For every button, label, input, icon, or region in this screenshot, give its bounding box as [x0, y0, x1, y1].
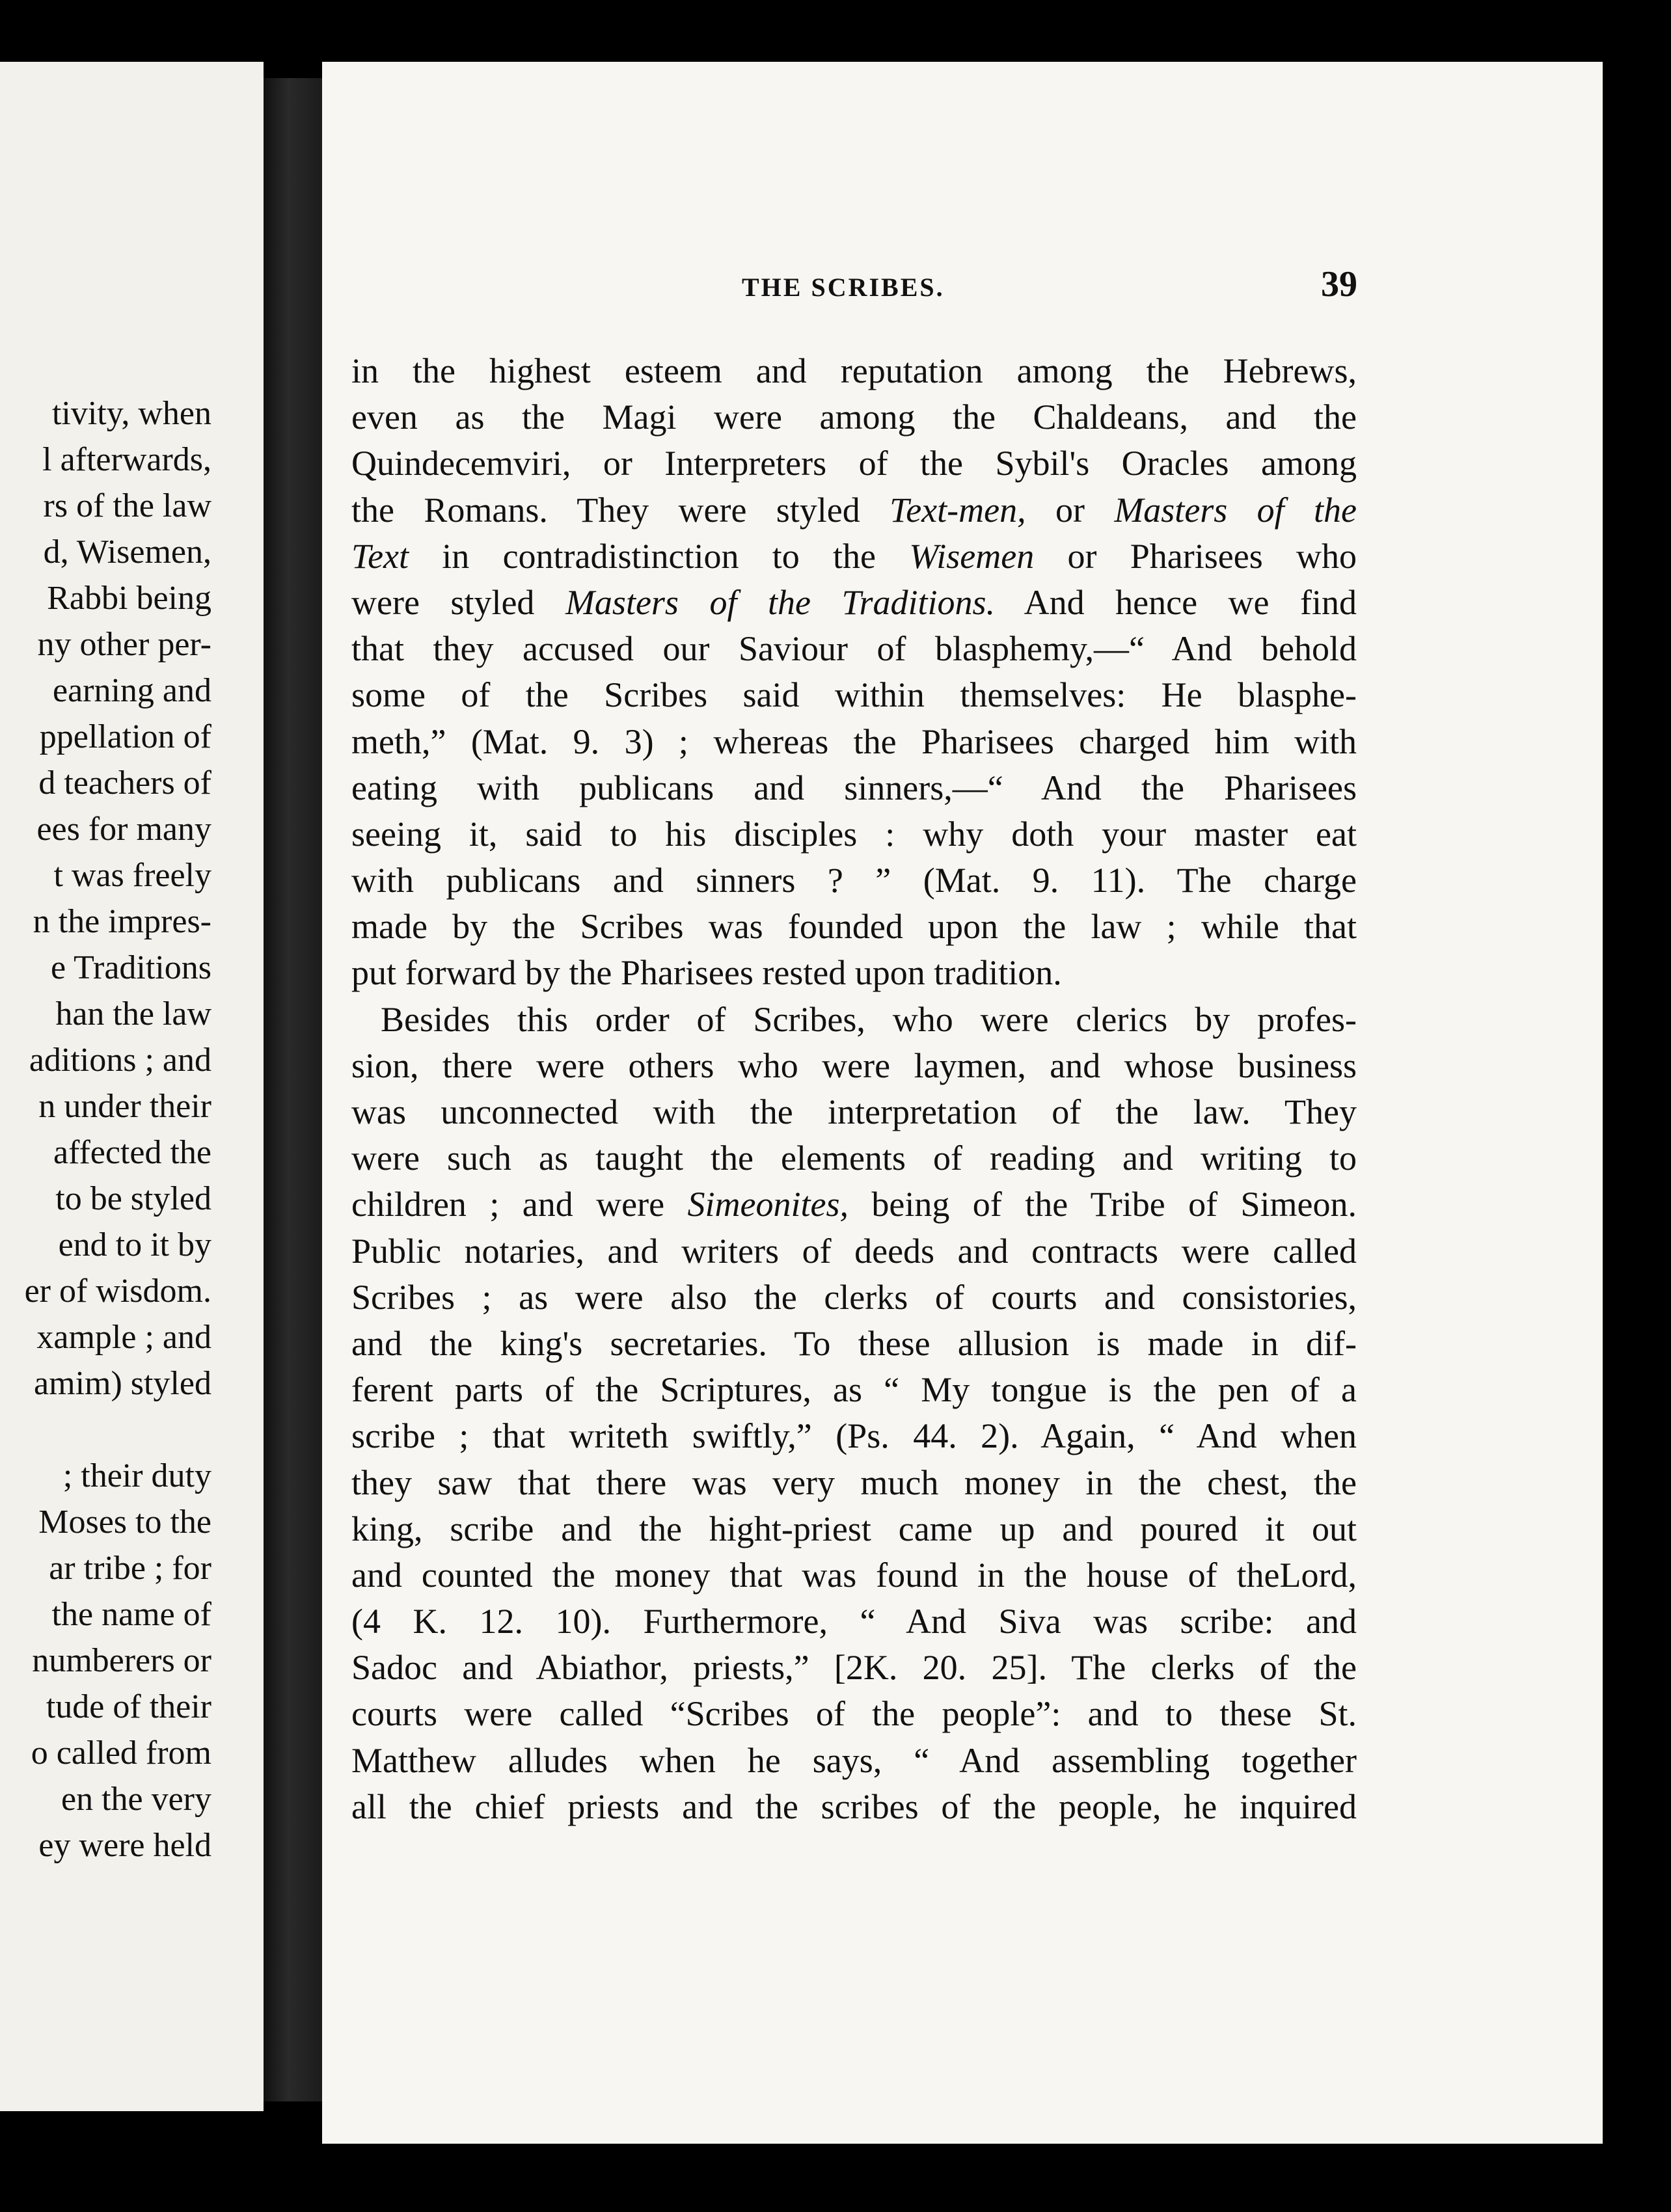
text-line [351, 811, 1357, 857]
text-segment: ferent parts of the Scriptures, as “ My tongue is the pen of a [351, 1370, 1357, 1410]
text-segment: all the chief priests and the scribes of the people, he inquired [351, 1787, 1357, 1826]
text-segment: made by the Scribes was founded upon the law ; while that [351, 907, 1357, 947]
text-segment: And hence we find [995, 582, 1357, 622]
left-text-line: l afterwards, [42, 441, 211, 478]
text-line [351, 440, 1357, 487]
text-segment: that they accused our Saviour of blasphemy,—“ And behold [351, 629, 1357, 669]
text-line [351, 997, 1357, 1043]
left-text-line: ar tribe ; for [49, 1550, 211, 1587]
text-line [351, 533, 1357, 580]
text-segment: scribe ; that writeth swiftly,” (Ps. 44. 2). Again, “ And when [351, 1416, 1357, 1456]
left-text-line: d, Wisemen, [43, 533, 211, 571]
left-text-line: numberers or [32, 1642, 211, 1679]
text-line [351, 857, 1357, 904]
italic-text: Text-men, [890, 490, 1026, 530]
text-segment: Scribes ; as were also the clerks of courts and consistories, [351, 1277, 1357, 1317]
text-line [351, 1043, 1357, 1089]
text-line [351, 1275, 1357, 1321]
text-segment: and counted the money that was found in the house of theLord, [351, 1555, 1357, 1595]
text-segment: meth,” (Mat. 9. 3) ; whereas the Pharisees charged him with [351, 722, 1357, 761]
text-line [351, 950, 1357, 996]
text-segment: put forward by the Pharisees rested upon tradition. [351, 953, 1062, 993]
text-segment: Sadoc and Abiathor, priests,” [2K. 20. 25]. The clerks of the [351, 1648, 1357, 1688]
text-line [351, 765, 1357, 811]
left-text-line: earning and [52, 672, 211, 709]
text-segment: sion, there were others who were laymen, and whose business [351, 1045, 1357, 1085]
text-line [351, 1367, 1357, 1413]
left-text-line: ny other per- [37, 626, 211, 663]
text-segment: or [1026, 490, 1115, 530]
text-segment: was unconnected with the interpretation of the law. They [351, 1092, 1357, 1131]
text-segment: and the king's secretaries. To these allusion is made in dif- [351, 1323, 1357, 1363]
text-segment: in contradistinction to the [409, 536, 910, 576]
text-line [351, 1645, 1357, 1691]
text-line [351, 1738, 1357, 1784]
right-page [322, 62, 1603, 2144]
left-text-line: ppellation of [39, 718, 211, 755]
left-text-line: end to it by [58, 1226, 211, 1263]
left-text-line: ey were held [38, 1827, 211, 1864]
left-text-line: Moses to the [38, 1504, 211, 1541]
italic-text: Wisemen [909, 536, 1035, 576]
book-gutter-shadow [264, 78, 325, 2101]
left-text-line: d teachers of [38, 764, 211, 802]
text-line [351, 1135, 1357, 1181]
text-segment: eating with publicans and sinners,—“ And the Pharisees [351, 768, 1357, 807]
left-page-text [0, 390, 211, 1868]
left-text-line: tivity, when [51, 395, 211, 432]
left-text-line: tude of their [46, 1688, 211, 1725]
text-line [351, 1321, 1357, 1367]
text-line [351, 1413, 1357, 1459]
text-segment: Quindecemviri, or Interpreters of the Sybil's Oracles among [351, 444, 1357, 483]
text-line [351, 1228, 1357, 1275]
text-line [351, 626, 1357, 672]
body-text [351, 348, 1357, 1830]
text-line [351, 1784, 1357, 1830]
text-segment: seeing it, said to his disciples : why doth your master eat [351, 814, 1357, 854]
left-text-line: n under their [38, 1088, 211, 1125]
left-text-line: affected the [53, 1134, 211, 1171]
text-line [351, 348, 1357, 394]
text-segment: (4 K. 12. 10). Furthermore, “ And Siva was scribe: and [351, 1602, 1357, 1641]
left-text-line: n the impres- [33, 903, 211, 940]
text-line [351, 1506, 1357, 1552]
scan-border [1603, 98, 1671, 2212]
left-text-line: amim) styled [34, 1365, 211, 1402]
page-number: 39 [1321, 264, 1357, 304]
left-text-line: o called from [31, 1734, 211, 1772]
text-segment: some of the Scribes said within themselves: He blasphe- [351, 675, 1357, 715]
text-line [351, 1598, 1357, 1645]
text-segment: courts were called “Scribes of the people”: and to these St. [351, 1694, 1357, 1734]
italic-text: Masters of the Traditions. [565, 582, 996, 622]
text-segment: were styled [351, 582, 565, 622]
text-segment: being of the Tribe of Simeon. [848, 1185, 1357, 1224]
italic-text: Masters of the [1114, 490, 1357, 530]
text-segment: Matthew alludes when he says, “ And assembling together [351, 1740, 1357, 1780]
left-text-line: to be styled [55, 1180, 211, 1217]
italic-text: Text [351, 536, 409, 576]
running-head: THE SCRIBES. [742, 273, 945, 302]
left-text-line: rs of the law [43, 487, 211, 524]
left-text-line [0, 1407, 211, 1453]
text-line [351, 719, 1357, 765]
left-text-line: the name of [51, 1596, 211, 1633]
text-line [351, 580, 1357, 626]
text-line [351, 672, 1357, 718]
text-line [351, 1089, 1357, 1135]
left-facing-page [0, 62, 264, 2111]
left-text-line: Rabbi being [47, 580, 211, 617]
left-text-line: ; their duty [62, 1457, 211, 1494]
text-segment: king, scribe and the hight-priest came up and poured it out [351, 1509, 1357, 1548]
text-line [351, 487, 1357, 533]
text-segment: Public notaries, and writers of deeds and contracts were called [351, 1231, 1357, 1271]
text-segment: even as the Magi were among the Chaldeans, and the [351, 398, 1357, 437]
left-text-line: en the very [61, 1781, 211, 1818]
text-line [351, 904, 1357, 950]
text-segment: in the highest esteem and reputation among the Hebrews, [351, 351, 1357, 390]
left-text-line: t was freely [53, 857, 211, 894]
left-text-line: e Traditions [50, 949, 211, 986]
text-line [351, 1552, 1357, 1598]
text-segment: the Romans. They were styled [351, 490, 890, 530]
italic-text: Simeonites, [687, 1185, 849, 1224]
text-line [351, 1181, 1357, 1228]
text-segment: they saw that there was very much money in the chest, the [351, 1463, 1357, 1502]
left-text-line: er of wisdom. [24, 1273, 211, 1310]
text-segment: or Pharisees who [1034, 536, 1357, 576]
left-text-line: han the law [55, 995, 211, 1032]
text-line [351, 1460, 1357, 1506]
left-text-line: ees for many [36, 811, 211, 848]
text-line [351, 1691, 1357, 1737]
text-line [351, 394, 1357, 440]
text-segment: Besides this order of Scribes, who were clerics by profes- [381, 999, 1357, 1039]
left-text-line: aditions ; and [29, 1042, 211, 1079]
text-segment: children ; and were [351, 1185, 688, 1224]
text-segment: were such as taught the elements of reading and writing to [351, 1139, 1357, 1178]
left-text-line: xample ; and [36, 1319, 211, 1356]
text-segment: with publicans and sinners ? ” (Mat. 9. 11). The charge [351, 861, 1357, 900]
